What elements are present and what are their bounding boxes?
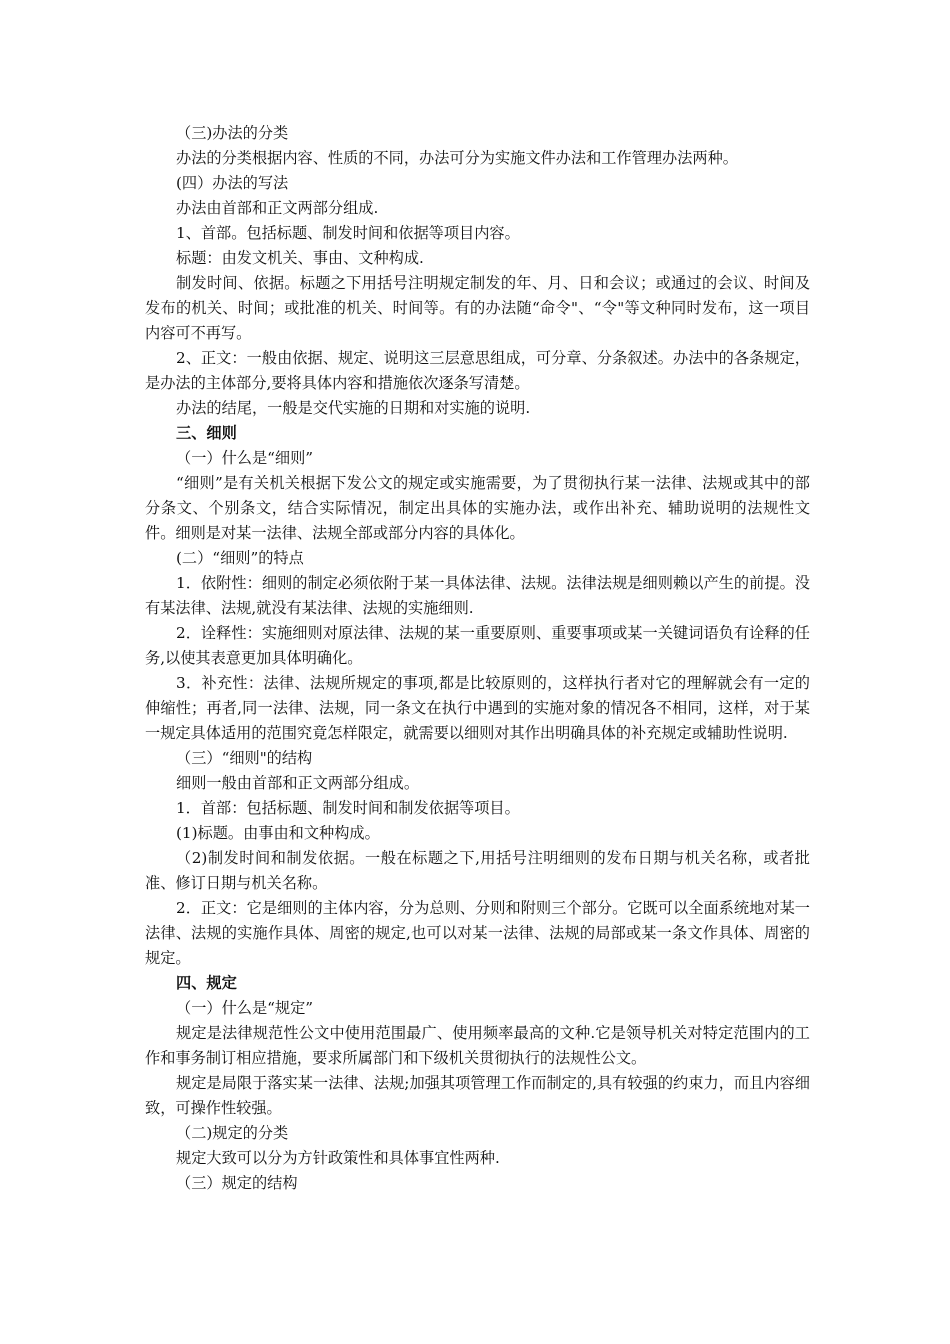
body-paragraph: 规定是法律规范性公文中使用范围最广、使用频率最高的文种.它是领导机关对特定范围内的工作和事务制订相应措施，要求所属部门和下级机关贯彻执行的法规性公文。 [145,1024,810,1067]
body-paragraph: (四）办法的写法 [176,174,289,192]
body-paragraph: （三）“细则"的结构 [176,749,313,767]
section-heading: 三、细则 [176,424,237,442]
body-paragraph: （一）什么是“细则” [176,449,314,467]
body-paragraph: （三)办法的分类 [176,124,289,142]
body-paragraph: 办法的结尾，一般是交代实施的日期和对实施的说明. [176,399,531,417]
body-paragraph: 1、首部。包括标题、制发时间和依据等项目内容。 [176,224,520,242]
body-paragraph: （2)制发时间和制发依据。一般在标题之下,用括号注明细则的发布日期与机关名称，或者批准、修订日期与机关名称。 [145,849,810,892]
body-paragraph: 办法的分类根据内容、性质的不同，办法可分为实施文件办法和工作管理办法两种。 [176,149,738,167]
body-paragraph: 2．正文：它是细则的主体内容，分为总则、分则和附则三个部分。它既可以全面系统地对某一法律、法规的实施作具体、周密的规定,也可以对某一法律、法规的局部或某一条文作具体、周密的规定。 [145,899,810,967]
body-paragraph: 标题：由发文机关、事由、文种构成. [176,249,424,267]
body-paragraph: 3．补充性：法律、法规所规定的事项,都是比较原则的，这样执行者对它的理解就会有一定的伸缩性；再者,同一法律、法规，同一条文在执行中遇到的实施对象的情况各不相同，这样，对于某一规定具体适用的范围究竟怎样限定，就需要以细则对其作出明确具体的补充规定或辅助性说明. [145,674,810,742]
body-paragraph: 1．首部：包括标题、制发时间和制发依据等项目。 [176,799,520,817]
body-paragraph: （二)规定的分类 [176,1124,289,1142]
body-paragraph: (1)标题。由事由和文种构成。 [176,824,380,842]
body-paragraph: 办法由首部和正文两部分组成. [176,199,379,217]
body-paragraph: “细则”是有关机关根据下发公文的规定或实施需要，为了贯彻执行某一法律、法规或其中的部分条文、个别条文，结合实际情况，制定出具体的实施办法，或作出补充、辅助说明的法规性文件。细则是对某一法律、法规全部或部分内容的具体化。 [145,474,810,542]
body-paragraph: (二）“细则”的特点 [176,549,304,567]
body-paragraph: 2．诠释性：实施细则对原法律、法规的某一重要原则、重要事项或某一关键词语负有诠释的任务,以使其表意更加具体明确化。 [145,624,810,667]
document-page [145,121,810,1196]
body-paragraph: 细则一般由首部和正文两部分组成。 [176,774,419,792]
body-paragraph: 规定大致可以分为方针政策性和具体事宜性两种. [176,1149,500,1167]
body-paragraph: （一）什么是“规定” [176,999,314,1017]
body-paragraph: 制发时间、依据。标题之下用括号注明规定制发的年、月、日和会议；或通过的会议、时间及发布的机关、时间；或批准的机关、时间等。有的办法随“命令"、“令"等文种同时发布，这一项目内容可不再写。 [145,274,810,342]
section-heading: 四、规定 [176,974,237,992]
body-paragraph: 2、正文：一般由依据、规定、说明这三层意思组成，可分章、分条叙述。办法中的各条规定，是办法的主体部分,要将具体内容和措施依次逐条写清楚。 [145,349,810,392]
body-paragraph: 1．依附性：细则的制定必须依附于某一具体法律、法规。法律法规是细则赖以产生的前提。没有某法律、法规,就没有某法律、法规的实施细则. [145,574,810,617]
body-paragraph: （三）规定的结构 [176,1174,298,1192]
body-paragraph: 规定是局限于落实某一法律、法规;加强其项管理工作而制定的,具有较强的约束力，而且内容细致，可操作性较强。 [145,1074,810,1117]
